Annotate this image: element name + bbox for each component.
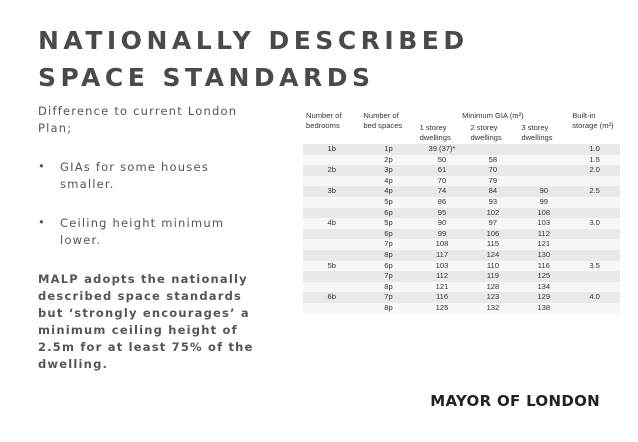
cell-three-storey: 103: [518, 218, 569, 229]
cell-storage: 1.5: [569, 155, 620, 166]
cell-one-storey: 61: [417, 165, 468, 176]
commentary-panel: [38, 103, 260, 373]
cell-three-storey: [518, 144, 569, 155]
cell-bedrooms: 4b: [303, 218, 360, 229]
cell-storage: [569, 250, 620, 261]
table-row: [303, 261, 620, 272]
bullet-text: Ceiling height minimum lower.: [60, 216, 225, 247]
cell-storage: [569, 303, 620, 314]
cell-two-storey: 128: [467, 282, 518, 293]
cell-three-storey: [518, 165, 569, 176]
cell-bedspaces: 7p: [360, 271, 416, 282]
cell-bedrooms: [303, 155, 360, 166]
table-row: [303, 271, 620, 282]
cell-two-storey: 58: [467, 155, 518, 166]
cell-one-storey: 50: [417, 155, 468, 166]
cell-three-storey: 108: [518, 208, 569, 219]
cell-bedrooms: 2b: [303, 165, 360, 176]
cell-storage: 3.0: [569, 218, 620, 229]
cell-bedrooms: 6b: [303, 292, 360, 303]
cell-storage: 1.0: [569, 144, 620, 155]
cell-bedspaces: 4p: [360, 176, 416, 187]
cell-bedspaces: 1p: [360, 144, 416, 155]
cell-bedspaces: 3p: [360, 165, 416, 176]
cell-one-storey: 116: [417, 292, 468, 303]
cell-bedrooms: 5b: [303, 261, 360, 272]
cell-storage: 4.0: [569, 292, 620, 303]
header-two-storey: 2 storey dwellings: [467, 122, 518, 144]
cell-three-storey: 138: [518, 303, 569, 314]
cell-bedrooms: [303, 271, 360, 282]
cell-bedspaces: 4p: [360, 186, 416, 197]
cell-one-storey: 99: [417, 229, 468, 240]
header-storage: Built-in storage (m²): [569, 110, 620, 144]
cell-two-storey: 115: [467, 239, 518, 250]
cell-one-storey: 95: [417, 208, 468, 219]
summary-text: MALP adopts the nationally described space standards but ‘strongly encourages’ a minimum ceiling height of 2.5m for at least 75% of the dwelling.: [38, 272, 254, 371]
intro-text: Difference to current London Plan;: [38, 104, 238, 135]
header-gia-group: Minimum GIA (m²): [417, 110, 570, 122]
mayor-of-london-logo: MAYOR OF LONDON: [430, 392, 600, 410]
cell-two-storey: 119: [467, 271, 518, 282]
table-row: [303, 229, 620, 240]
cell-bedspaces: 6p: [360, 229, 416, 240]
cell-storage: [569, 208, 620, 219]
header-one-storey: 1 storey dwellings: [417, 122, 468, 144]
page-title: [38, 22, 618, 96]
cell-three-storey: 125: [518, 271, 569, 282]
cell-bedrooms: [303, 208, 360, 219]
cell-bedspaces: 7p: [360, 239, 416, 250]
cell-bedspaces: 8p: [360, 250, 416, 261]
space-standards-table-container: [303, 110, 620, 314]
table-row: [303, 165, 620, 176]
cell-two-storey: 124: [467, 250, 518, 261]
table-row: [303, 197, 620, 208]
cell-bedspaces: 8p: [360, 282, 416, 293]
cell-one-storey: 86: [417, 197, 468, 208]
table-header-row: [303, 110, 620, 122]
cell-one-storey: 103: [417, 261, 468, 272]
header-bedspaces: Number of bed spaces: [360, 110, 416, 144]
bullet-symbol: •: [38, 159, 46, 173]
cell-storage: [569, 176, 620, 187]
table-row: [303, 208, 620, 219]
cell-three-storey: 134: [518, 282, 569, 293]
cell-storage: 3.5: [569, 261, 620, 272]
cell-one-storey: 117: [417, 250, 468, 261]
cell-three-storey: 112: [518, 229, 569, 240]
header-bedrooms: Number of bedrooms: [303, 110, 360, 144]
cell-three-storey: 99: [518, 197, 569, 208]
page-title-line-1: NATIONALLY DESCRIBED: [38, 26, 469, 55]
cell-two-storey: 70: [467, 165, 518, 176]
bullet-item: [38, 159, 260, 193]
cell-bedrooms: [303, 303, 360, 314]
bullet-symbol: •: [38, 215, 46, 229]
cell-bedspaces: 5p: [360, 218, 416, 229]
cell-one-storey: 90: [417, 218, 468, 229]
cell-three-storey: 129: [518, 292, 569, 303]
cell-three-storey: [518, 176, 569, 187]
cell-bedrooms: 3b: [303, 186, 360, 197]
table-row: [303, 155, 620, 166]
cell-three-storey: 90: [518, 186, 569, 197]
space-standards-table: [303, 110, 620, 314]
cell-storage: [569, 229, 620, 240]
cell-bedrooms: [303, 229, 360, 240]
cell-bedspaces: 6p: [360, 261, 416, 272]
cell-one-storey: 112: [417, 271, 468, 282]
cell-bedspaces: 5p: [360, 197, 416, 208]
table-row: [303, 218, 620, 229]
table-row: [303, 282, 620, 293]
table-row: [303, 144, 620, 155]
table-row: [303, 239, 620, 250]
cell-two-storey: 123: [467, 292, 518, 303]
cell-three-storey: 130: [518, 250, 569, 261]
cell-one-storey: 70: [417, 176, 468, 187]
cell-storage: [569, 239, 620, 250]
cell-three-storey: 121: [518, 239, 569, 250]
cell-bedspaces: 7p: [360, 292, 416, 303]
cell-two-storey: 84: [467, 186, 518, 197]
cell-one-storey: 125: [417, 303, 468, 314]
header-three-storey: 3 storey dwellings: [518, 122, 569, 144]
table-row: [303, 303, 620, 314]
cell-two-storey: 97: [467, 218, 518, 229]
cell-bedspaces: 8p: [360, 303, 416, 314]
cell-bedrooms: 1b: [303, 144, 360, 155]
cell-bedrooms: [303, 250, 360, 261]
cell-storage: [569, 197, 620, 208]
table-row: [303, 250, 620, 261]
cell-storage: 2.5: [569, 186, 620, 197]
cell-bedrooms: [303, 239, 360, 250]
table-row: [303, 186, 620, 197]
cell-three-storey: 116: [518, 261, 569, 272]
cell-bedrooms: [303, 282, 360, 293]
cell-one-storey: 121: [417, 282, 468, 293]
cell-two-storey: 106: [467, 229, 518, 240]
bullet-text: GIAs for some houses smaller.: [60, 160, 209, 191]
page-title-line-2: SPACE STANDARDS: [38, 63, 375, 92]
cell-bedrooms: [303, 197, 360, 208]
cell-two-storey: 93: [467, 197, 518, 208]
cell-bedspaces: 6p: [360, 208, 416, 219]
table-body: [303, 144, 620, 314]
cell-two-storey: [467, 144, 518, 155]
bullet-item: [38, 215, 260, 249]
cell-storage: [569, 271, 620, 282]
cell-two-storey: 110: [467, 261, 518, 272]
cell-storage: 2.0: [569, 165, 620, 176]
cell-bedrooms: [303, 176, 360, 187]
table-row: [303, 176, 620, 187]
table-row: [303, 292, 620, 303]
cell-three-storey: [518, 155, 569, 166]
cell-storage: [569, 282, 620, 293]
cell-two-storey: 132: [467, 303, 518, 314]
cell-two-storey: 79: [467, 176, 518, 187]
cell-one-storey: 74: [417, 186, 468, 197]
cell-one-storey: 108: [417, 239, 468, 250]
cell-two-storey: 102: [467, 208, 518, 219]
cell-bedspaces: 2p: [360, 155, 416, 166]
cell-one-storey: 39 (37)*: [417, 144, 468, 155]
